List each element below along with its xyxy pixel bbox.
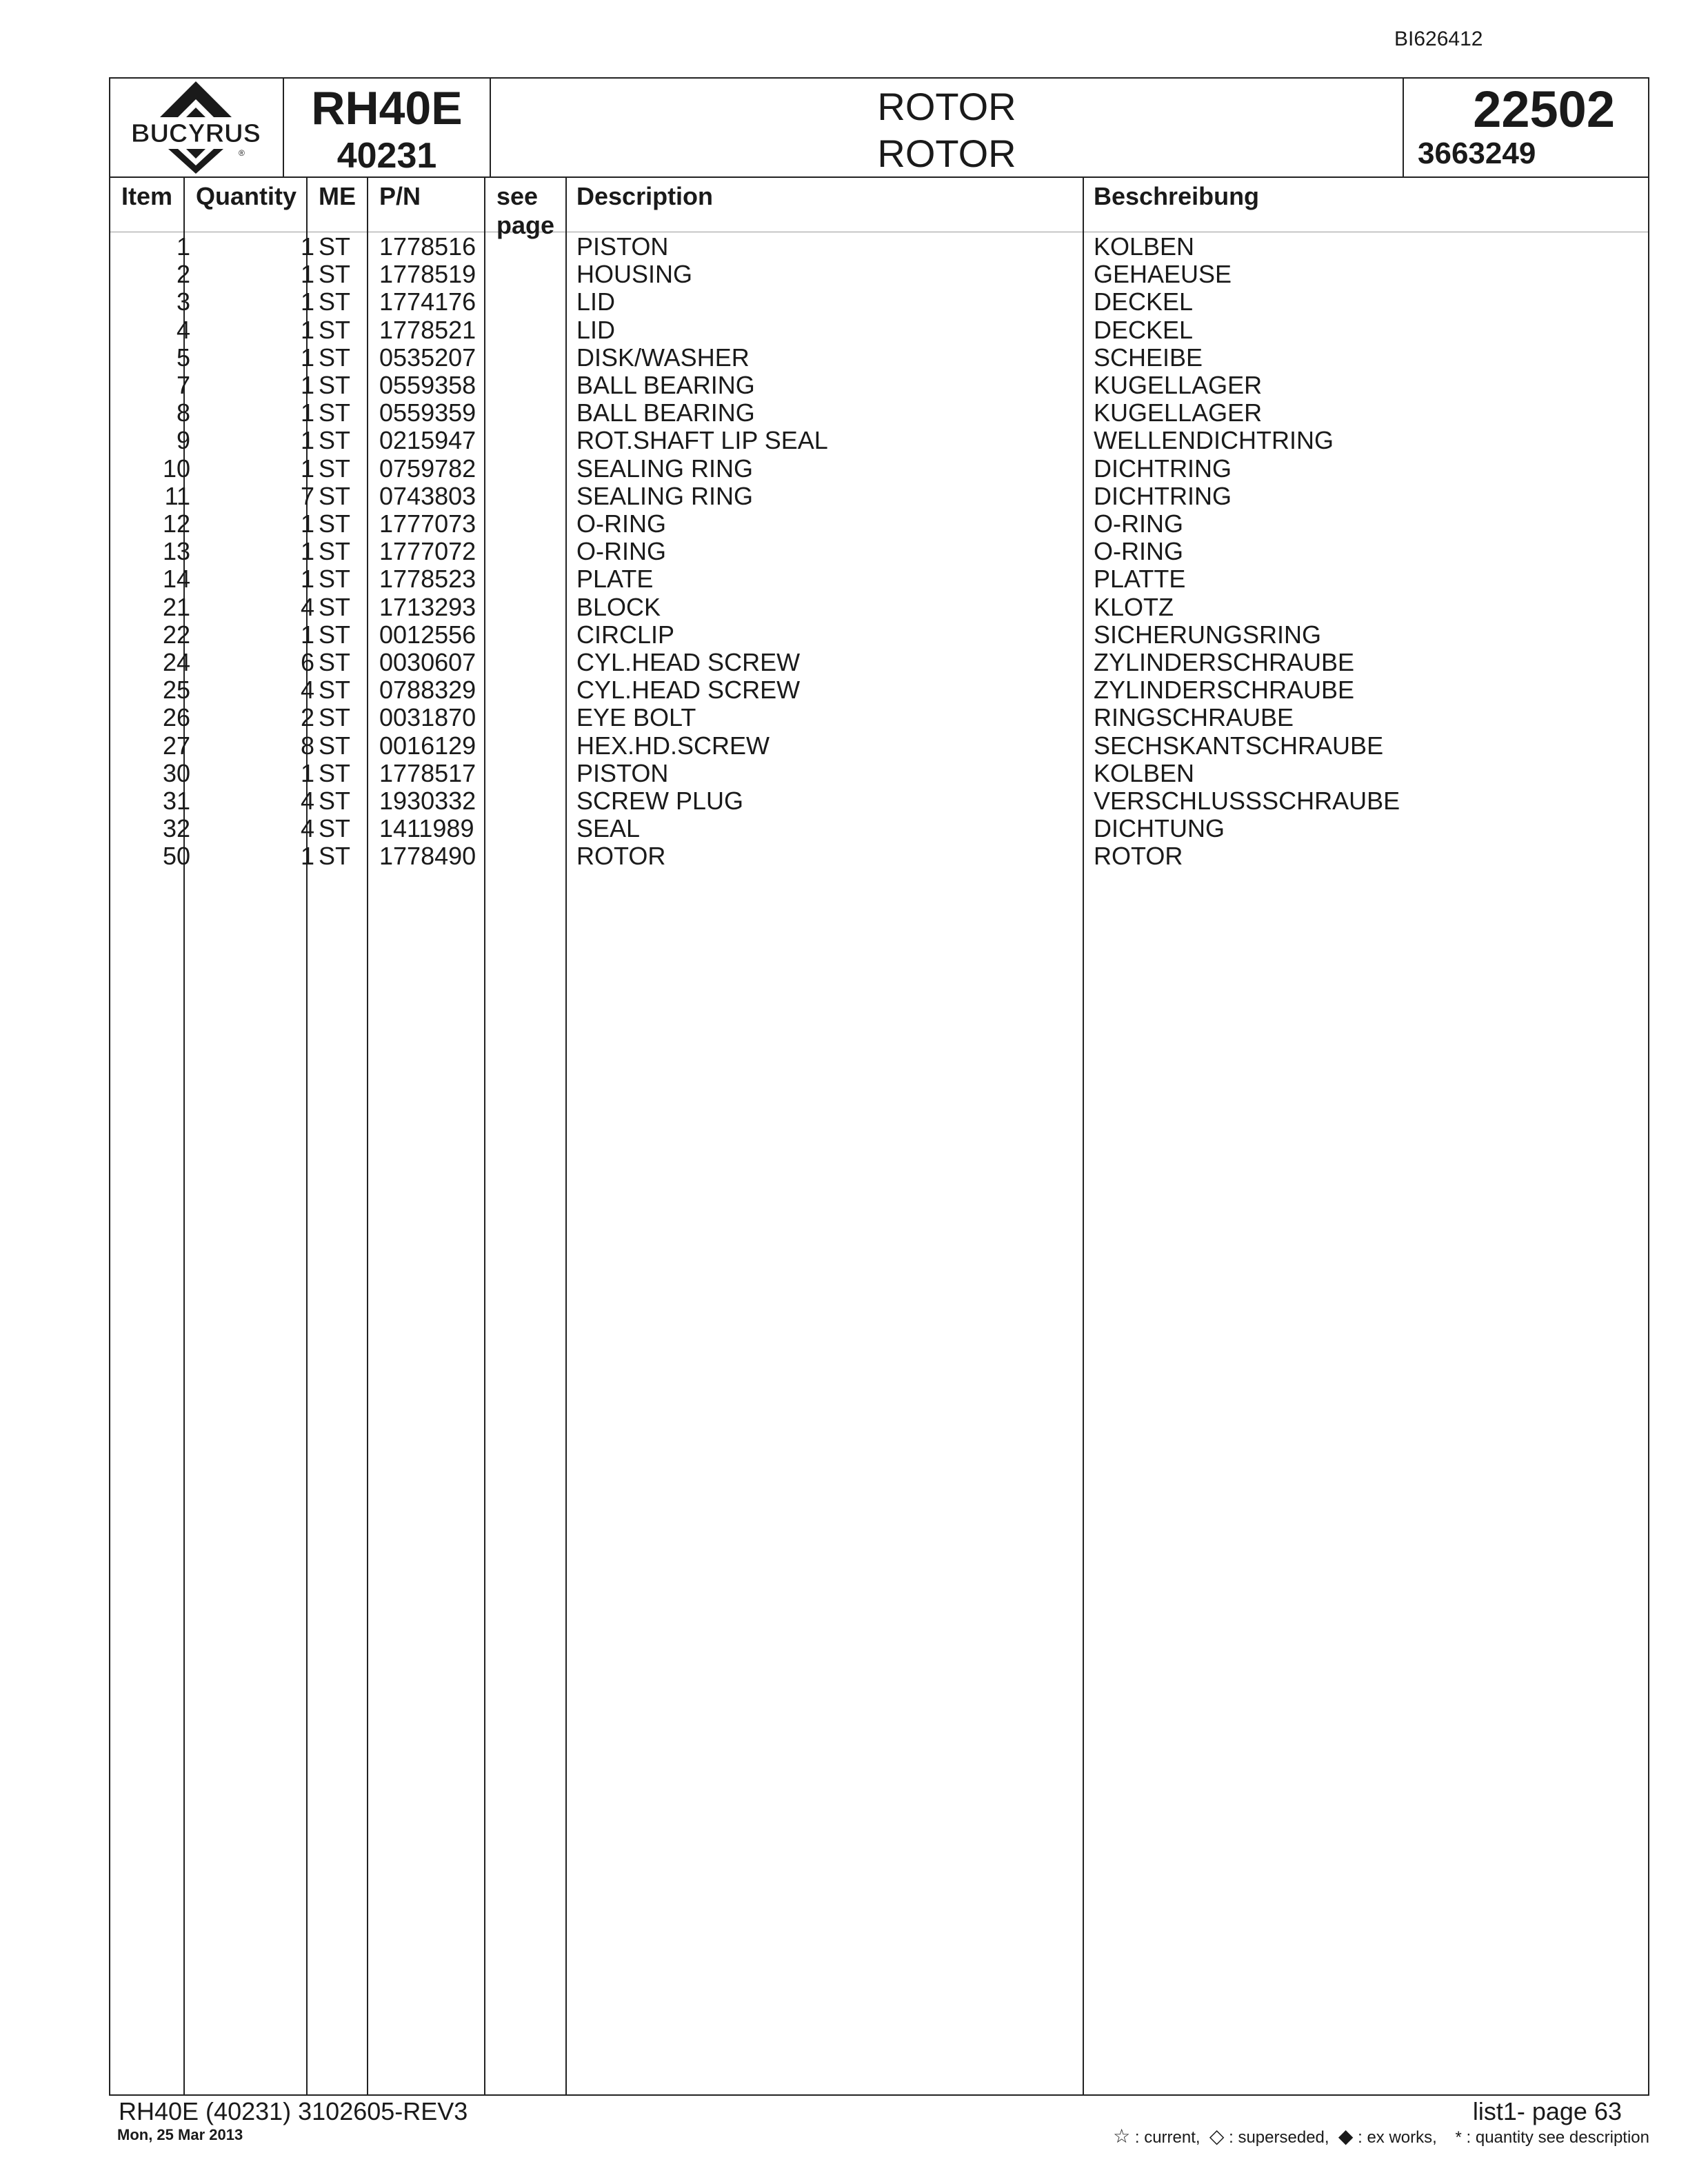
item-number: 13 (162, 537, 190, 566)
unit: ST (319, 371, 351, 399)
part-number: 1778519 (379, 260, 476, 289)
unit: ST (319, 731, 351, 760)
legend-ex-works: : ex works, (1358, 2128, 1437, 2147)
part-number: 0031870 (379, 703, 476, 732)
item-number: 7 (176, 371, 190, 399)
item-number: 27 (162, 731, 190, 760)
part-number: 0759782 (379, 454, 476, 483)
description-german: SECHSKANTSCHRAUBE (1094, 731, 1384, 760)
quantity: 1 (300, 537, 314, 566)
description-german: O-RING (1094, 537, 1183, 566)
part-number: 0016129 (379, 731, 476, 760)
description-german: RINGSCHRAUBE (1094, 703, 1294, 732)
quantity: 8 (300, 731, 314, 760)
table-row (110, 455, 1648, 483)
quantity: 1 (300, 232, 314, 261)
item-number: 9 (176, 426, 190, 455)
document-id: BI626412 (1394, 28, 1483, 50)
unit: ST (319, 814, 351, 843)
part-number: 1778516 (379, 232, 476, 261)
table-row (110, 565, 1648, 593)
table-row (110, 621, 1648, 649)
unit: ST (319, 842, 351, 871)
description-english: BALL BEARING (576, 371, 755, 399)
part-number: 0788329 (379, 676, 476, 705)
item-number: 1 (176, 232, 190, 261)
title-german: ROTOR (877, 132, 1016, 175)
description-english: PLATE (576, 565, 654, 594)
description-german: KOLBEN (1094, 232, 1195, 261)
description-german: PLATTE (1094, 565, 1186, 594)
table-row (110, 760, 1648, 787)
part-number: 1778521 (379, 315, 476, 344)
table-row (110, 344, 1648, 372)
item-number: 3 (176, 287, 190, 316)
bucyrus-logo (110, 79, 281, 175)
column-header-see-page (496, 176, 554, 240)
unit: ST (319, 232, 351, 261)
description-english: ROT.SHAFT LIP SEAL (576, 426, 828, 455)
quantity: 7 (300, 481, 314, 510)
unit: ST (319, 676, 351, 705)
quantity: 2 (300, 703, 314, 732)
part-number: 1930332 (379, 787, 476, 815)
table-row (110, 704, 1648, 731)
description-german: DICHTRING (1094, 481, 1232, 510)
item-number: 30 (162, 758, 190, 787)
unit: ST (319, 398, 351, 427)
description-german: ZYLINDERSCHRAUBE (1094, 648, 1355, 676)
part-number: 1777072 (379, 537, 476, 566)
quantity: 6 (300, 648, 314, 676)
star-outline-icon: ☆ (1113, 2125, 1131, 2147)
unit: ST (319, 481, 351, 510)
footer-date: Mon, 25 Mar 2013 (117, 2126, 243, 2143)
table-row (110, 538, 1648, 565)
description-english: SEAL (576, 814, 641, 843)
assembly-part-number: 3663249 (1418, 136, 1536, 170)
part-number: 1778517 (379, 758, 476, 787)
quantity: 1 (300, 398, 314, 427)
see-page-line-1: see (496, 182, 539, 210)
description-german: DECKEL (1094, 287, 1194, 316)
logo-cell (110, 79, 284, 176)
item-number: 2 (176, 260, 190, 289)
description-german: KLOTZ (1094, 592, 1174, 621)
quantity: 1 (300, 371, 314, 399)
part-number: 1778490 (379, 842, 476, 871)
quantity: 1 (300, 426, 314, 455)
quantity: 4 (300, 787, 314, 815)
item-number: 12 (162, 509, 190, 538)
item-number: 50 (162, 842, 190, 871)
description-german: KUGELLAGER (1094, 371, 1263, 399)
svg-text:BUCYRUS: BUCYRUS (131, 119, 261, 148)
table-row (110, 288, 1648, 316)
quantity: 1 (300, 565, 314, 594)
unit: ST (319, 620, 351, 649)
unit: ST (319, 592, 351, 621)
description-english: O-RING (576, 537, 666, 566)
description-english: HEX.HD.SCREW (576, 731, 770, 760)
part-number: 0559359 (379, 398, 476, 427)
item-number: 24 (162, 648, 190, 676)
part-number: 0743803 (379, 481, 476, 510)
quantity: 1 (300, 842, 314, 871)
unit: ST (319, 703, 351, 732)
item-number: 25 (162, 676, 190, 705)
table-row (110, 676, 1648, 704)
legend-quantity: * : quantity see description (1455, 2128, 1649, 2147)
quantity: 4 (300, 676, 314, 705)
description-english: SEALING RING (576, 481, 754, 510)
item-number: 4 (176, 315, 190, 344)
description-english: PISTON (576, 758, 669, 787)
description-german: VERSCHLUSSSCHRAUBE (1094, 787, 1400, 815)
quantity: 1 (300, 758, 314, 787)
item-number: 5 (176, 343, 190, 372)
unit: ST (319, 787, 351, 815)
unit: ST (319, 315, 351, 344)
description-german: DECKEL (1094, 315, 1194, 344)
table-row (110, 842, 1648, 870)
table-row (110, 594, 1648, 621)
description-english: SEALING RING (576, 454, 754, 483)
diamond-filled-icon: ◆ (1338, 2125, 1354, 2147)
title-english: ROTOR (877, 85, 1016, 128)
column-header-pn: P/N (379, 182, 421, 210)
column-header-item: Item (121, 182, 173, 210)
description-english: DISK/WASHER (576, 343, 750, 372)
unit: ST (319, 287, 351, 316)
column-header-me: ME (319, 182, 356, 210)
group-number: 22502 (1473, 81, 1615, 138)
svg-text:®: ® (239, 148, 245, 158)
item-number: 11 (164, 481, 190, 510)
table-row (110, 233, 1648, 261)
part-number: 1778523 (379, 565, 476, 594)
unit: ST (319, 260, 351, 289)
description-english: EYE BOLT (576, 703, 696, 732)
footer-document-reference: RH40E (40231) 3102605-REV3 (119, 2097, 468, 2125)
description-german: DICHTRING (1094, 454, 1232, 483)
part-number: 0215947 (379, 426, 476, 455)
part-number: 1411989 (379, 814, 474, 843)
unit: ST (319, 565, 351, 594)
unit: ST (319, 758, 351, 787)
quantity: 4 (300, 592, 314, 621)
description-english: HOUSING (576, 260, 693, 289)
part-number: 1777073 (379, 509, 476, 538)
quantity: 1 (300, 509, 314, 538)
unit: ST (319, 454, 351, 483)
model-code: 40231 (336, 136, 437, 176)
table-row (110, 787, 1648, 815)
diamond-outline-icon: ◇ (1209, 2125, 1225, 2147)
unit: ST (319, 509, 351, 538)
description-english: PISTON (576, 232, 669, 261)
description-german: O-RING (1094, 509, 1183, 538)
description-german: GEHAEUSE (1094, 260, 1232, 289)
table-row (110, 483, 1648, 510)
column-header-beschreibung: Beschreibung (1094, 182, 1260, 210)
model-name: RH40E (311, 82, 463, 134)
unit: ST (319, 537, 351, 566)
parts-list-frame (109, 77, 1649, 2096)
table-row (110, 399, 1648, 427)
item-number: 14 (162, 565, 190, 594)
quantity: 1 (300, 287, 314, 316)
part-number: 0012556 (379, 620, 476, 649)
description-german: KUGELLAGER (1094, 398, 1263, 427)
quantity: 1 (300, 260, 314, 289)
quantity: 4 (300, 814, 314, 843)
table-row (110, 427, 1648, 454)
part-number: 0030607 (379, 648, 476, 676)
description-german: ZYLINDERSCHRAUBE (1094, 676, 1355, 705)
quantity: 1 (300, 620, 314, 649)
table-row (110, 316, 1648, 344)
part-number: 1713293 (379, 592, 476, 621)
column-header-quantity: Quantity (196, 182, 297, 210)
column-header-description: Description (576, 182, 714, 210)
item-number: 22 (162, 620, 190, 649)
quantity: 1 (300, 343, 314, 372)
legend-superseded: : superseded, (1229, 2128, 1329, 2147)
description-german: DICHTUNG (1094, 814, 1225, 843)
description-english: CYL.HEAD SCREW (576, 648, 801, 676)
legend-current: : current, (1134, 2128, 1200, 2147)
table-row (110, 372, 1648, 399)
unit: ST (319, 426, 351, 455)
part-number: 0559358 (379, 371, 476, 399)
table-row (110, 649, 1648, 676)
description-english: ROTOR (576, 842, 666, 871)
description-english: LID (576, 315, 616, 344)
item-number: 26 (162, 703, 190, 732)
item-number: 10 (162, 454, 190, 483)
table-row (110, 815, 1648, 842)
description-english: LID (576, 287, 616, 316)
item-number: 31 (162, 787, 190, 815)
description-german: KOLBEN (1094, 758, 1195, 787)
quantity: 1 (300, 315, 314, 344)
part-number: 0535207 (379, 343, 476, 372)
see-page-line-2: page (496, 211, 555, 239)
footer-legend (1113, 2125, 1649, 2147)
table-row (110, 261, 1648, 288)
description-english: SCREW PLUG (576, 787, 744, 815)
unit: ST (319, 343, 351, 372)
item-number: 32 (162, 814, 190, 843)
description-english: O-RING (576, 509, 666, 538)
item-number: 8 (176, 398, 190, 427)
table-row (110, 732, 1648, 760)
unit: ST (319, 648, 351, 676)
description-german: SCHEIBE (1094, 343, 1203, 372)
description-english: BALL BEARING (576, 398, 755, 427)
description-german: WELLENDICHTRING (1094, 426, 1334, 455)
model-cell (284, 79, 491, 176)
part-number: 1774176 (379, 287, 476, 316)
footer-page-number: list1- page 63 (1472, 2097, 1622, 2125)
title-cell (491, 79, 1404, 176)
item-number: 21 (162, 592, 190, 621)
description-german: ROTOR (1094, 842, 1183, 871)
description-german: SICHERUNGSRING (1094, 620, 1322, 649)
description-english: CIRCLIP (576, 620, 675, 649)
description-english: CYL.HEAD SCREW (576, 676, 801, 705)
table-row (110, 510, 1648, 538)
group-number-cell (1404, 79, 1649, 176)
quantity: 1 (300, 454, 314, 483)
description-english: BLOCK (576, 592, 661, 621)
